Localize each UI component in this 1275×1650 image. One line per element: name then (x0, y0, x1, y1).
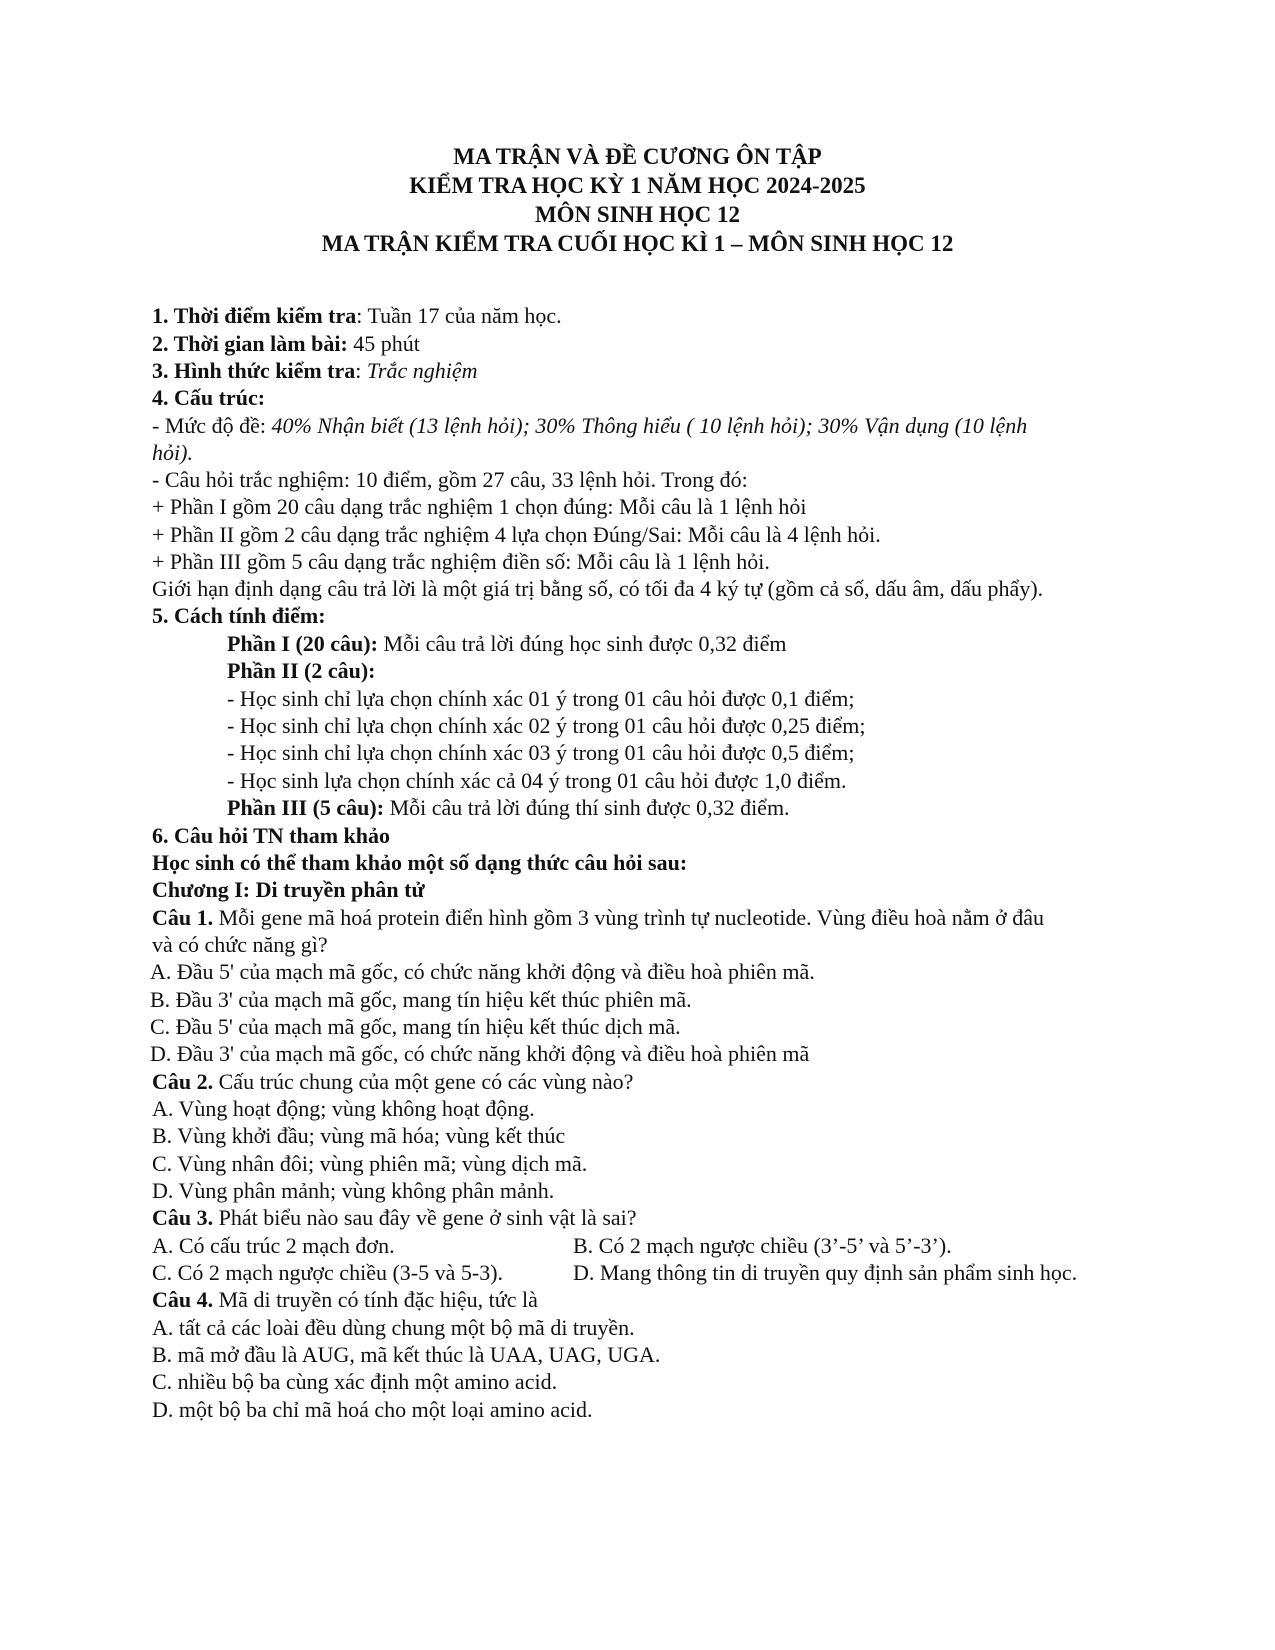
info-part-3: + Phần III gồm 5 câu dạng trắc nghiệm điền số: Mỗi câu là 1 lệnh hỏi. (152, 549, 770, 574)
question-2-option-a: A. Vùng hoạt động; vùng không hoạt động. (152, 1096, 535, 1121)
question-3-option-a: A. Có cấu trúc 2 mạch đơn. (152, 1233, 395, 1258)
scoring-part-2-item: - Học sinh lựa chọn chính xác cả 04 ý trong 01 câu hỏi được 1,0 điểm. (227, 768, 847, 793)
question-1-option-d: D. Đầu 3' của mạch mã gốc, có chức năng khởi động và điều hoà phiên mã (150, 1041, 810, 1066)
question-number: Câu 4. (152, 1287, 214, 1312)
question-2-option-b: B. Vùng khởi đầu; vùng mã hóa; vùng kết thúc (152, 1123, 566, 1148)
question-1 (152, 904, 1044, 932)
scoring-heading: 5. Cách tính điểm: (152, 603, 326, 628)
section-6-intro: Học sinh có thể tham khảo một số dạng thức câu hỏi sau: (152, 850, 688, 875)
info-label: 1. Thời điểm kiểm tra (152, 303, 357, 328)
scoring-part-2-label: Phần II (2 câu): (227, 658, 376, 683)
doc-title-line-1: MA TRẬN VÀ ĐỀ CƯƠNG ÔN TẬP (453, 144, 822, 169)
question-1-option-a: A. Đầu 5' của mạch mã gốc, có chức năng khởi động và điều hoà phiên mã. (150, 959, 815, 984)
info-label: 3. Hình thức kiểm tra (152, 358, 356, 383)
question-4-option-c: C. nhiều bộ ba cùng xác định một amino acid. (152, 1369, 558, 1394)
question-3-option-d: D. Mang thông tin di truyền quy định sản phẩm sinh học. (573, 1260, 1078, 1285)
question-number: Câu 3. (152, 1205, 214, 1230)
question-text: Mã di truyền có tính đặc hiệu, tức là (213, 1287, 538, 1312)
scoring-label: Phần I (20 câu): (227, 631, 378, 656)
question-4-option-d: D. một bộ ba chỉ mã hoá cho một loại amino acid. (152, 1397, 593, 1422)
question-number: Câu 2. (152, 1069, 214, 1094)
info-part-1: + Phần I gồm 20 câu dạng trắc nghiệm 1 chọn đúng: Mỗi câu là 1 lệnh hỏi (152, 494, 807, 519)
scoring-text: Mỗi câu trả lời đúng thí sinh được 0,32 điểm. (384, 795, 790, 820)
info-part-2: + Phần II gồm 2 câu dạng trắc nghiệm 4 lựa chọn Đúng/Sai: Mỗi câu là 4 lệnh hỏi. (152, 522, 881, 547)
doc-title-line-4: MA TRẬN KIỂM TRA CUỐI HỌC KÌ 1 – MÔN SINH HỌC 12 (321, 231, 954, 256)
info-level-continued: hỏi). (152, 440, 193, 465)
doc-title-line-2: KIỂM TRA HỌC KỲ 1 NĂM HỌC 2024-2025 (409, 173, 866, 198)
info-value: Trắc nghiệm (366, 358, 478, 383)
info-value: 40% Nhận biết (13 lệnh hỏi); 30% Thông hiểu ( 10 lệnh hỏi); 30% Vận dụng (10 lệnh (271, 413, 1028, 438)
info-structure-heading: 4. Cấu trúc: (152, 385, 266, 410)
scoring-text: Mỗi câu trả lời đúng học sinh được 0,32 điểm (377, 631, 787, 656)
info-label: 2. Thời gian làm bài: (152, 331, 348, 356)
scoring-part-3 (227, 794, 790, 822)
question-1-option-b: B. Đầu 3' của mạch mã gốc, mang tín hiệu kết thúc phiên mã. (150, 987, 692, 1012)
question-3 (152, 1204, 637, 1232)
info-answer-limit: Giới hạn định dạng câu trả lời là một giá trị bằng số, có tối đa 4 ký tự (gồm cả số, dấu âm, dấu phẩy). (152, 576, 1044, 601)
question-3-option-c: C. Có 2 mạch ngược chiều (3-5 và 5-3). (152, 1260, 504, 1285)
info-separator: : (355, 358, 367, 383)
question-3-option-b: B. Có 2 mạch ngược chiều (3’-5’ và 5’-3’). (573, 1233, 952, 1258)
question-2-option-c: C. Vùng nhân đôi; vùng phiên mã; vùng dịch mã. (152, 1151, 588, 1176)
section-6-heading: 6. Câu hỏi TN tham khảo (152, 823, 390, 848)
scoring-part-2-item: - Học sinh chỉ lựa chọn chính xác 01 ý trong 01 câu hỏi được 0,1 điểm; (227, 686, 855, 711)
question-2-option-d: D. Vùng phân mảnh; vùng không phân mảnh. (152, 1178, 555, 1203)
question-text: Cấu trúc chung của một gene có các vùng nào? (213, 1069, 634, 1094)
info-questions: - Câu hỏi trắc nghiệm: 10 điểm, gồm 27 câu, 33 lệnh hỏi. Trong đó: (152, 467, 748, 492)
question-number: Câu 1. (152, 905, 214, 930)
info-duration (152, 330, 420, 358)
question-text: Phát biểu nào sau đây về gene ở sinh vật là sai? (213, 1205, 637, 1230)
question-1-continued: và có chức năng gì? (152, 932, 328, 957)
question-text: Mỗi gene mã hoá protein điển hình gồm 3 vùng trình tự nucleotide. Vùng điều hoà nằm ở đâu (213, 905, 1045, 930)
chapter-heading: Chương I: Di truyền phân tử (152, 877, 425, 902)
doc-title-line-3: MÔN SINH HỌC 12 (534, 202, 741, 227)
info-value: 45 phút (347, 331, 420, 356)
scoring-part-2-item: - Học sinh chỉ lựa chọn chính xác 03 ý trong 01 câu hỏi được 0,5 điểm; (227, 740, 855, 765)
question-4 (152, 1286, 538, 1314)
question-4-option-a: A. tất cả các loài đều dùng chung một bộ mã di truyền. (152, 1315, 635, 1340)
info-value: : Tuần 17 của năm học. (356, 303, 562, 328)
question-4-option-b: B. mã mở đầu là AUG, mã kết thúc là UAA, UAG, UGA. (152, 1342, 661, 1367)
info-label: - Mức độ đề: (152, 413, 272, 438)
scoring-label: Phần III (5 câu): (227, 795, 385, 820)
question-2 (152, 1068, 633, 1096)
scoring-part-1 (227, 630, 786, 658)
info-exam-time (152, 302, 562, 330)
scoring-part-2-item: - Học sinh chỉ lựa chọn chính xác 02 ý trong 01 câu hỏi được 0,25 điểm; (227, 713, 866, 738)
info-format (152, 357, 478, 385)
info-level (152, 412, 1027, 440)
question-1-option-c: C. Đầu 5' của mạch mã gốc, mang tín hiệu kết thúc dịch mã. (150, 1014, 681, 1039)
